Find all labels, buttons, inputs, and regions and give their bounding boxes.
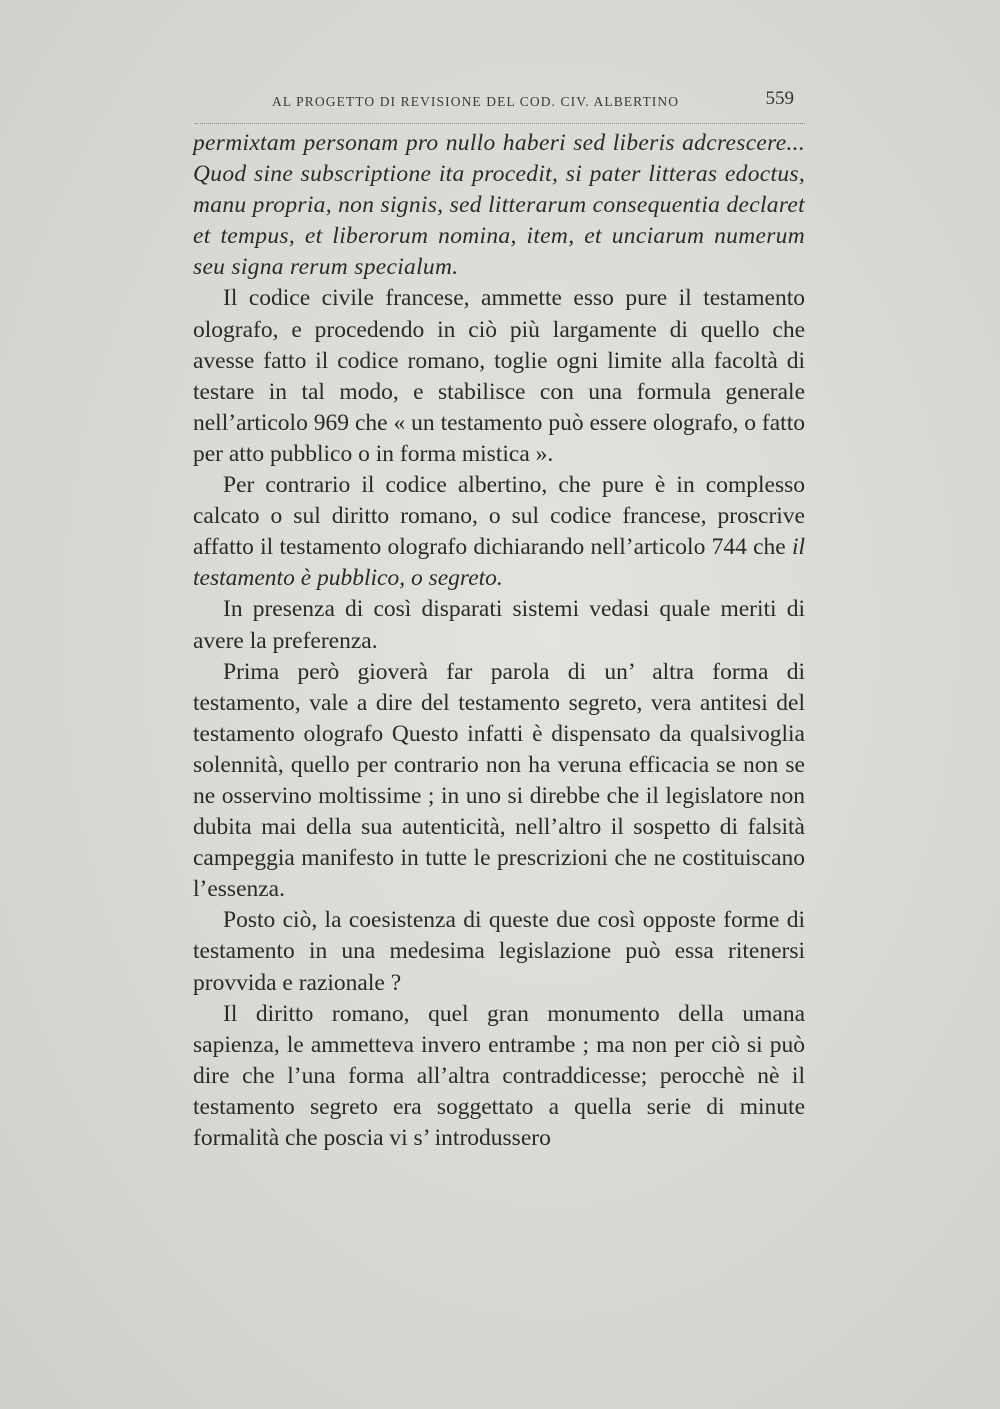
running-head-title: AL PROGETTO DI REVISIONE DEL COD. CIV. ALBERTINO <box>272 94 680 109</box>
paragraph-french-code: Il codice civile francese, ammette esso pure il testamento olografo, e procedendo in ciò più largamente di quello che avesse fatto il codice romano, toglie ogni limite alla facoltà di testare in tal modo, e stabilisce con una formula generale nell’articolo 969 che « un testamento può essere olografo, o fatto per atto pubblico o in forma mistica ». <box>193 285 805 467</box>
paragraph-albertine-code <box>193 470 805 594</box>
paragraph-albertine-code-text: Per contrario il codice albertino, che pure è in complesso calcato o sul diritto romano, o sul codice francese, proscrive affatto il testamento olografo dichiarando nell’articolo 744 che <box>193 472 805 561</box>
paragraph-coexistence: Posto ciò, la coesistenza di queste due così opposte forme di testamento in una medesima legislazione può essa ritenersi provvida e razionale ? <box>193 907 805 996</box>
paragraph-preference: In presenza di così disparati sistemi vedasi quale meriti di avere la preferenza. <box>193 596 805 654</box>
body-text <box>193 128 805 1154</box>
latin-quote-continuation: permixtam personam pro nullo haberi sed liberis adcrescere... Quod sine subscriptione ita procedit, si pater litteras edoctus, manu propria, non signis, sed litterarum consequentia declaret et tempus, et liberorum nomina, item, et unciarum numerum seu signa rerum specialum. <box>193 130 805 281</box>
paragraph-roman-law: Il diritto romano, quel gran monumento della umana sapienza, le ammetteva invero entrambe ; ma non per ciò si può dire che l’una forma all’altra contraddicesse; perocchè nè il testamento segreto era soggettato a quella serie di minute formalità che poscia vi s’ introdussero <box>193 1000 805 1151</box>
running-head <box>262 88 794 116</box>
page-number: 559 <box>765 88 794 109</box>
article-744-quote: il testamento è pubblico, o segreto. <box>193 534 805 592</box>
paragraph-secret-testament: Prima però gioverà far parola di un’ altra forma di testamento, vale a dire del testamento segreto, vera antitesi del testamento olografo Questo infatti è dispensato da qualsivoglia solennità, quello per contrario non ha veruna efficacia se non se ne osservino moltissime ; in uno si direbbe che il legislatore non dubita mai della sua autenticità, nell’altro il sospetto di falsità campeggia manifesto in tutte le prescrizioni che ne costituiscano l’essenza. <box>193 658 805 903</box>
header-rule <box>195 123 805 124</box>
